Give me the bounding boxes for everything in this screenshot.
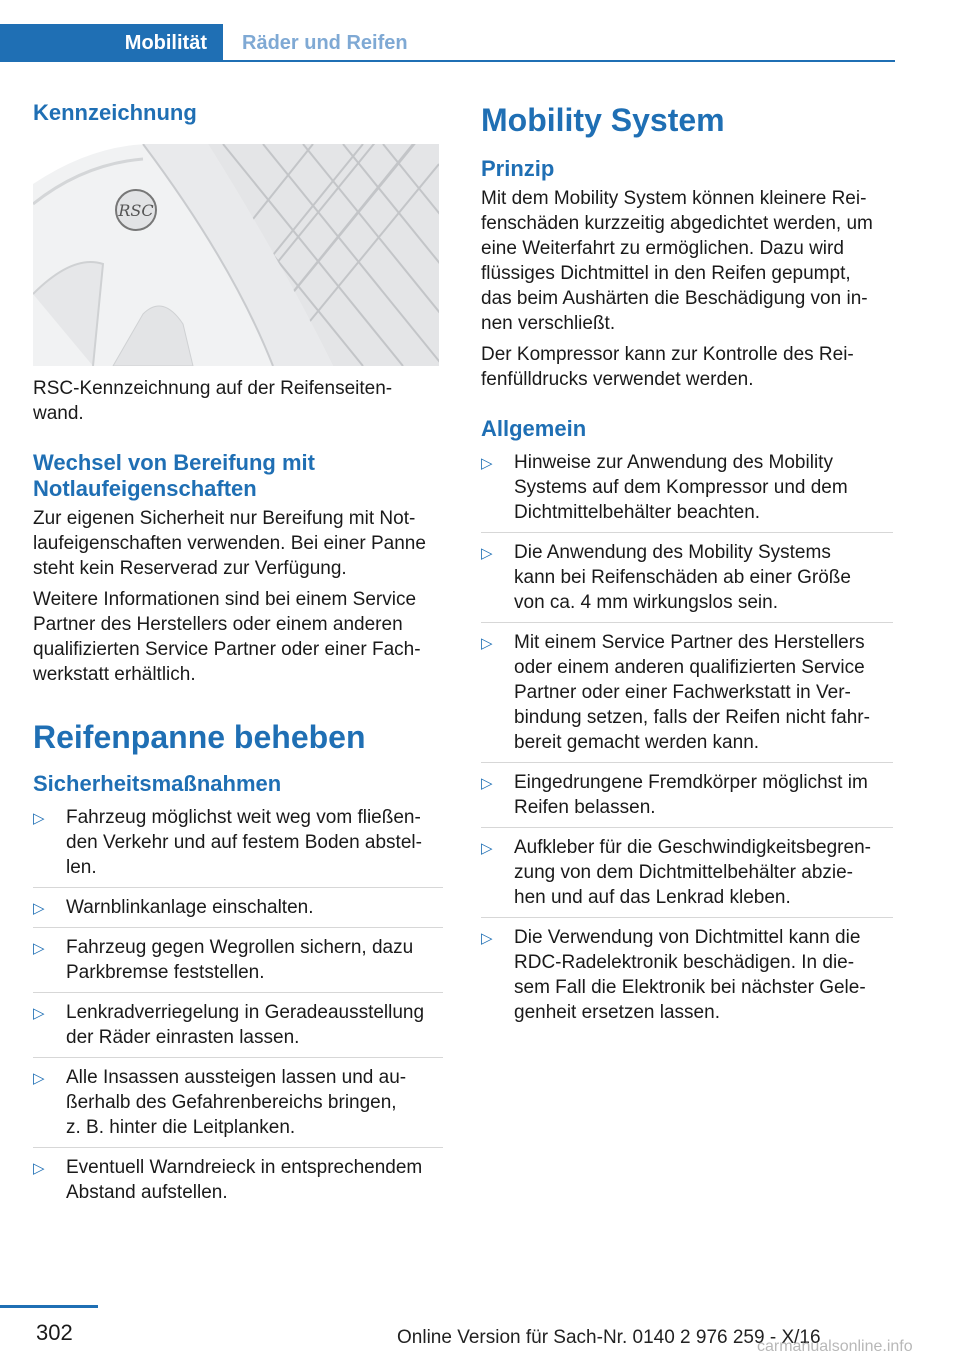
allgemein-list bbox=[481, 450, 893, 1032]
text-line: z. B. hinter die Leitplanken. bbox=[66, 1117, 296, 1138]
sicherheit-list bbox=[33, 805, 443, 1212]
list-item bbox=[33, 1065, 443, 1148]
list-item bbox=[481, 770, 893, 828]
list-item bbox=[481, 540, 893, 623]
text-line: ßerhalb des Gefahrenbereichs bringen, bbox=[66, 1092, 397, 1113]
text-line: Abstand aufstellen. bbox=[66, 1182, 228, 1203]
watermark: carmanualsonline.info bbox=[757, 1338, 913, 1355]
bullet-triangle-icon: ▷ bbox=[33, 900, 45, 917]
figure-caption bbox=[33, 376, 443, 426]
tire-sidewall-rsc-marking-icon bbox=[33, 144, 439, 366]
text-line: Mit dem Mobility System können kleinere Rei‐ bbox=[481, 188, 867, 209]
heading-line: Wechsel von Bereifung mit bbox=[33, 450, 315, 475]
text-line: Partner des Herstellers oder einem anderen bbox=[33, 614, 403, 635]
text-line: flüssiges Dichtmittel in den Reifen gepumpt, bbox=[481, 263, 851, 284]
page-header bbox=[0, 24, 895, 62]
heading-wechsel bbox=[33, 450, 443, 502]
text-line: Hinweise zur Anwendung des Mobility bbox=[514, 452, 833, 473]
text-line: laufeigenschaften verwenden. Bei einer Panne bbox=[33, 533, 426, 554]
text-line: Lenkradverriegelung in Geradeausstellung bbox=[66, 1002, 425, 1023]
text-line: werkstatt erhältlich. bbox=[33, 664, 196, 685]
paragraph-kompressor bbox=[481, 342, 893, 392]
text-line: sem Fall die Elektronik bei nächster Gele‐ bbox=[514, 977, 866, 998]
heading-mobility-system: Mobility System bbox=[481, 102, 725, 138]
bullet-triangle-icon: ▷ bbox=[481, 545, 493, 562]
left-column bbox=[33, 100, 443, 1219]
heading-sicherheit: Sicherheitsmaßnahmen bbox=[33, 771, 282, 796]
tab-raeder-und-reifen[interactable]: Räder und Reifen bbox=[242, 31, 408, 54]
page-number: 302 bbox=[36, 1320, 73, 1345]
text-line: qualifizierten Service Partner oder einer Fach‐ bbox=[33, 639, 421, 660]
text-line: Alle Insassen aussteigen lassen und au‐ bbox=[66, 1067, 407, 1088]
list-item bbox=[481, 835, 893, 918]
text-line: Eingedrungene Fremdkörper möglichst im bbox=[514, 772, 868, 793]
heading-prinzip: Prinzip bbox=[481, 156, 555, 181]
text-line: Zur eigenen Sicherheit nur Bereifung mit Not‐ bbox=[33, 508, 416, 529]
heading-kennzeichnung: Kennzeichnung bbox=[33, 100, 197, 125]
header-rule bbox=[0, 60, 895, 62]
text-line: RDC-Radelektronik beschädigen. In die‐ bbox=[514, 952, 855, 973]
text-line: oder einem anderen qualifizierten Service bbox=[514, 657, 865, 678]
bullet-triangle-icon: ▷ bbox=[481, 455, 493, 472]
text-line: Weitere Informationen sind bei einem Service bbox=[33, 589, 417, 610]
bullet-triangle-icon: ▷ bbox=[33, 940, 45, 957]
right-column bbox=[481, 100, 893, 1039]
text-line: zung von dem Dichtmittelbehälter abzie‐ bbox=[514, 862, 854, 883]
text-line: Eventuell Warndreieck in entsprechendem bbox=[66, 1157, 423, 1178]
bullet-triangle-icon: ▷ bbox=[481, 775, 493, 792]
bullet-triangle-icon: ▷ bbox=[33, 810, 45, 827]
list-item bbox=[33, 1155, 443, 1212]
list-item bbox=[481, 450, 893, 533]
text-line: von ca. 4 mm wirkungslos sein. bbox=[514, 592, 778, 613]
tab-mobilitaet[interactable]: Mobilität bbox=[0, 24, 223, 62]
list-item bbox=[33, 935, 443, 993]
text-line: Reifen belassen. bbox=[514, 797, 656, 818]
heading-reifenpanne: Reifenpanne beheben bbox=[33, 719, 366, 755]
footer-rule bbox=[0, 1305, 98, 1308]
text-line: kann bei Reifenschäden ab einer Größe bbox=[514, 567, 851, 588]
svg-text:RSC: RSC bbox=[118, 201, 154, 220]
bullet-triangle-icon: ▷ bbox=[33, 1070, 45, 1087]
caption-line: wand. bbox=[33, 403, 84, 424]
bullet-triangle-icon: ▷ bbox=[481, 635, 493, 652]
text-line: der Räder einrasten lassen. bbox=[66, 1027, 300, 1048]
text-line: nen verschließt. bbox=[481, 313, 616, 334]
list-item bbox=[481, 630, 893, 763]
text-line: Dichtmittelbehälter beachten. bbox=[514, 502, 761, 523]
text-line: Systems auf dem Kompressor und dem bbox=[514, 477, 848, 498]
bullet-triangle-icon: ▷ bbox=[33, 1005, 45, 1022]
paragraph-notlauf bbox=[33, 506, 443, 581]
text-line: eine Weiterfahrt zu ermöglichen. Dazu wird bbox=[481, 238, 844, 259]
text-line: Aufkleber für die Geschwindigkeitsbegren‐ bbox=[514, 837, 871, 858]
text-line: Mit einem Service Partner des Herstellers bbox=[514, 632, 865, 653]
text-line: das beim Aushärten die Beschädigung von in‐ bbox=[481, 288, 868, 309]
text-line: bereit gemacht werden kann. bbox=[514, 732, 760, 753]
text-line: Die Verwendung von Dichtmittel kann die bbox=[514, 927, 861, 948]
text-line: fenschäden kurzzeitig abgedichtet werden, um bbox=[481, 213, 873, 234]
caption-line: RSC-Kennzeichnung auf der Reifenseiten‐ bbox=[33, 378, 393, 399]
list-item bbox=[33, 805, 443, 888]
text-line: hen und auf das Lenkrad kleben. bbox=[514, 887, 791, 908]
paragraph-prinzip bbox=[481, 186, 893, 336]
text-line: Fahrzeug möglichst weit weg vom fließen‐ bbox=[66, 807, 421, 828]
list-item bbox=[481, 925, 893, 1032]
list-item bbox=[33, 1000, 443, 1058]
text-line: Der Kompressor kann zur Kontrolle des Rei‐ bbox=[481, 344, 854, 365]
paragraph-weitere-info bbox=[33, 587, 443, 687]
text-line: fenfülldrucks verwendet werden. bbox=[481, 369, 754, 390]
list-item bbox=[33, 895, 443, 928]
text-line: Parkbremse feststellen. bbox=[66, 962, 265, 983]
text-line: Die Anwendung des Mobility Systems bbox=[514, 542, 831, 563]
text-line: den Verkehr und auf festem Boden abstel‐ bbox=[66, 832, 422, 853]
heading-line: Notlaufeigenschaften bbox=[33, 476, 257, 501]
bullet-triangle-icon: ▷ bbox=[481, 930, 493, 947]
text-line: steht kein Reserverad zur Verfügung. bbox=[33, 558, 347, 579]
online-version-note: Online Version für Sach-Nr. 0140 2 976 259 - X/16 bbox=[397, 1327, 821, 1348]
text-line: genheit ersetzen lassen. bbox=[514, 1002, 720, 1023]
text-line: Fahrzeug gegen Wegrollen sichern, dazu bbox=[66, 937, 414, 958]
bullet-triangle-icon: ▷ bbox=[481, 840, 493, 857]
text-line: len. bbox=[66, 857, 97, 878]
bullet-triangle-icon: ▷ bbox=[33, 1160, 45, 1177]
text-line: Partner oder einer Fachwerkstatt in Ver‐ bbox=[514, 682, 851, 703]
text-line: Warnblinkanlage einschalten. bbox=[66, 897, 314, 918]
text-line: bindung setzen, falls der Reifen nicht fahr‐ bbox=[514, 707, 870, 728]
heading-allgemein: Allgemein bbox=[481, 416, 587, 441]
